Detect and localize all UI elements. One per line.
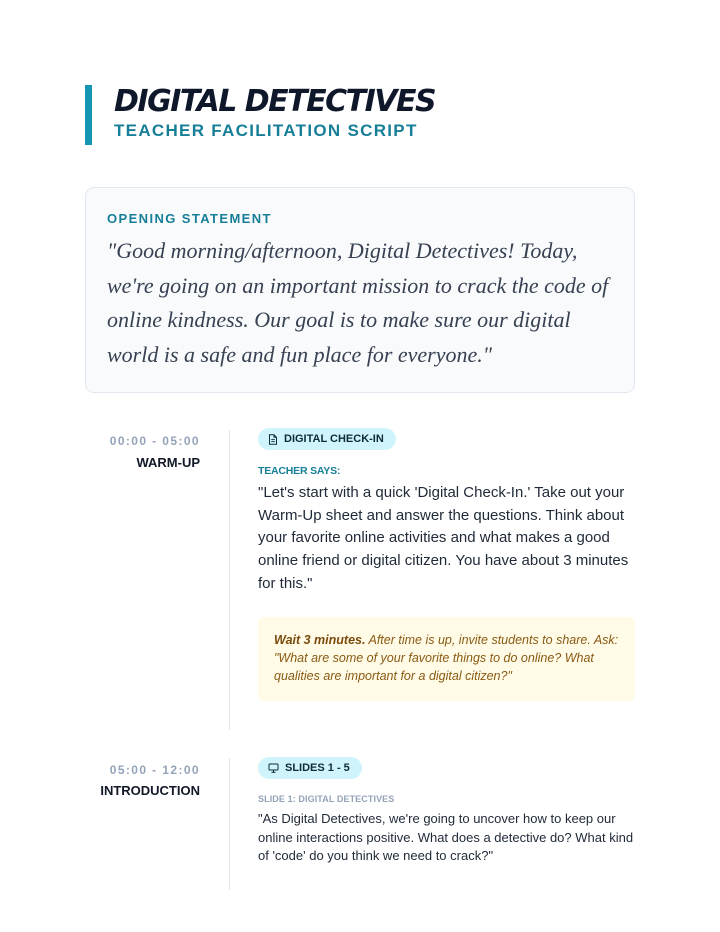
facilitation-note — [258, 617, 635, 701]
opening-statement-label: OPENING STATEMENT — [107, 211, 272, 226]
section-phase: WARM-UP — [136, 455, 200, 470]
timeline-divider — [229, 758, 230, 890]
teacher-says-label: TEACHER SAYS: — [258, 465, 341, 477]
opening-statement-card — [85, 187, 635, 393]
document-icon — [268, 434, 278, 445]
page-subtitle: TEACHER FACILITATION SCRIPT — [114, 121, 418, 140]
timeline-divider — [229, 430, 230, 730]
presentation-icon — [268, 763, 279, 773]
facilitation-note-text: After time is up, invite students to share. Ask: "What are some of your favorite things to do online? What qualities are important for a digital citizen?" — [274, 633, 619, 683]
activity-pill-label: SLIDES 1 - 5 — [285, 762, 350, 774]
section-time: 05:00 - 12:00 — [109, 763, 200, 777]
activity-pill — [258, 757, 362, 779]
section-time: 00:00 - 05:00 — [109, 434, 200, 448]
page-title: DIGITAL DETECTIVES — [114, 84, 436, 119]
activity-pill — [258, 428, 396, 450]
teacher-says-text: "Let's start with a quick 'Digital Check-In.' Take out your Warm-Up sheet and answer the questions. Think about your favorite online activities and what makes a good online friend or digital citizen. You have about 3 minutes for this." — [258, 484, 629, 592]
page-header — [85, 84, 436, 145]
slide-script-text: "As Digital Detectives, we're going to uncover how to keep our online interactions positive. What does a detective do? What kind of 'code' do you think we need to crack?" — [258, 811, 634, 863]
opening-statement-quote: "Good morning/afternoon, Digital Detectives! Today, we're going on an important mission to crack the code of online kindness. Our goal is to make sure our digital world is a safe and fun place for everyone." — [107, 238, 609, 367]
facilitation-note-strong: Wait 3 minutes. — [274, 633, 366, 647]
slide-label: SLIDE 1: DIGITAL DETECTIVES — [258, 794, 395, 804]
section-phase: INTRODUCTION — [100, 783, 200, 798]
activity-pill-label: DIGITAL CHECK-IN — [284, 433, 384, 445]
